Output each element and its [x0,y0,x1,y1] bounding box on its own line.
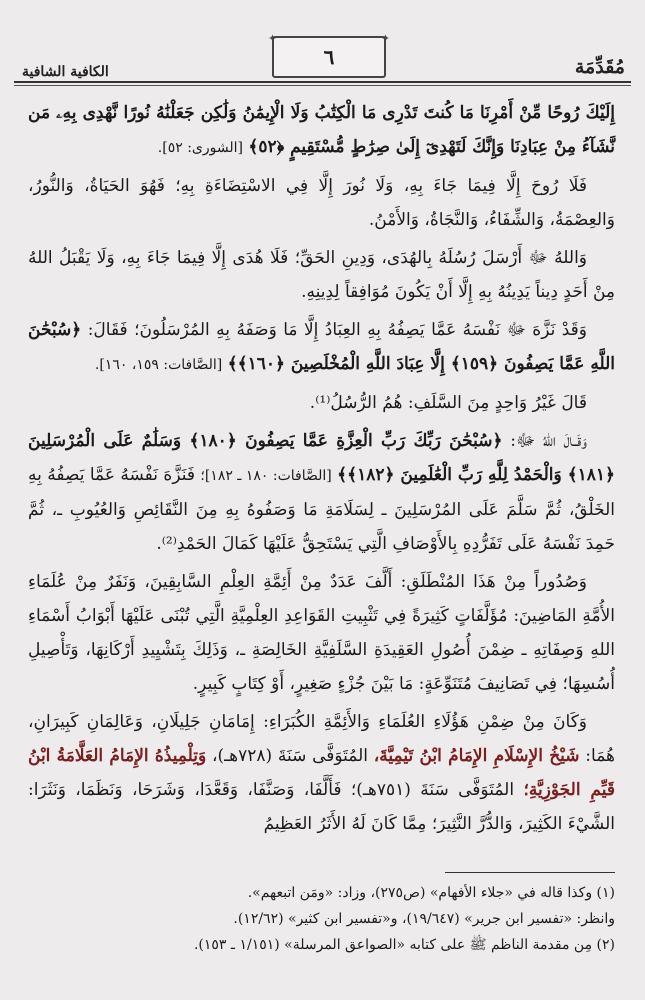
page-number: ٦ [323,45,335,69]
highlighted-name: وَتِلْمِيذُهُ الإِمَامُ العَلَّامَةُ ابْنُ قَيِّمِ الجَوْزِيَّةِ؛ [28,746,615,800]
footnote-divider [445,872,615,873]
page-header [14,30,631,82]
book-title: الكافية الشافية [22,64,109,80]
quran-verse: ﴿سُبْحَٰنَ رَبِّكَ رَبِّ الْعِزَّةِ عَمَّا يَصِفُونَ ﴿١٨٠﴾ وَسَلَٰمٌ عَلَى الْمُرْسَلِينَ ﴿١٨١﴾ وَالْحَمْدُ لِلَّهِ رَبِّ الْعَٰلَمِينَ ﴿١٨٢﴾﴾ [28,431,615,485]
header-divider-thin [14,85,631,86]
paragraph-text: وَكَانَ مِنْ ضِمْنِ هَؤُلَاءِ العُلَمَاءِ وَالأَئِمَّةِ الكُبَرَاءِ: إِمَامَانِ جَلِيلَانِ، وَعَالِمَانِ كَبِيرَانِ، هُمَا: [28,712,615,766]
paragraph-1 [28,96,615,165]
paragraph-text: وَقَدْ نَزَّهَ ﷻ نَفْسَهُ عَمَّا يَصِفُهُ بِهِ العِبَادُ إِلَّا مَا وَصَفَهُ بِهِ المُرْسَلُونَ؛ فَقَالَ: [87,320,588,340]
verse-reference: [الصَّافات: ١٨٠ ـ ١٨٢]؛ [200,468,332,484]
main-text [28,96,615,845]
paragraph-text: المُتَوَفَّى سَنَةَ (٧٥١هـ)؛ فَأَلَّفَا، وَصَنَّفَا، وَقَعَّدَا، وَشَرَحَا، وَنَظَمَا، وَنَثَرَا: الشَّيْءَ الكَثِيرَ، وَالدُّرَّ النَّثِيرَ؛ مِمَّا كَانَ لَهُ الأَثَرُ العَظِيمُ [28,780,615,834]
highlighted-name: شَيْخُ الإِسْلَامِ الإِمَامُ ابْنُ تَيْمِيَّةَ، [373,746,580,766]
footnotes [28,880,615,958]
paragraph-2: فَلَا رُوحَ إِلَّا فِيمَا جَاءَ بِهِ، وَلَا نُورَ إِلَّا فِي الاسْتِضَاءَةِ بِهِ؛ فَهُوَ الحَيَاةُ، وَالنُّورُ، وَالعِصْمَةُ، وَالشِّفَاءُ، وَالنَّجَاةُ، وَالأَمْنُ. [28,176,615,230]
paragraph-5: قَالَ غَيْرُ وَاحِدٍ مِنَ السَّلَفِ: هُمُ الرُّسُلُ⁽¹⁾. [309,393,587,413]
paragraph-4 [28,313,615,382]
paragraph-text: وَقَــالَ اللهُ ﷻ: [510,431,587,451]
footnote-1: (١) وكذا قاله في «جلاء الأفهام» (ص٢٧٥)، وزاد: «ومَن اتبعهم». [247,885,615,901]
page-number-frame [268,32,390,78]
verse-reference: [الصَّافات: ١٥٩، ١٦٠]. [94,357,223,373]
ornament-icon: ✦ [268,32,278,45]
paragraph-text: المُتَوَفَّى سَنَةَ (٧٢٨هـ)، [211,746,369,766]
verse-reference: [الشورى: ٥٢]. [157,140,243,156]
header-divider [14,81,631,83]
ornament-icon: ✦ [380,32,390,45]
paragraph-8 [28,705,615,841]
paragraph-6 [28,424,615,561]
footnote-1-continued: وانظر: «تفسير ابن جرير» (١٩/٦٤٧)، و«تفسير ابن كثير» (١٢/٦٢). [233,911,615,927]
quran-verse: إِلَيْكَ رُوحًا مِّنْ أَمْرِنَا مَا كُنتَ تَدْرِى مَا الْكِتَٰبُ وَلَا الْإِيمَٰنُ وَلَٰكِن جَعَلْنَٰهُ نُورًا نَّهْدِى بِهِۦ مَن نَّشَآءُ مِنْ عِبَادِنَا وَإِنَّكَ لَتَهْدِىٓ إِلَىٰ صِرَٰطٍ مُّسْتَقِيمٍ ﴿٥٢﴾ [28,103,615,157]
paragraph-3: وَاللهُ ﷻ أَرْسَلَ رُسُلَهُ بِالهُدَى، وَدِينِ الحَقِّ؛ فَلَا هُدَى إِلَّا فِيمَا جَاءَ بِهِ، وَلَا يَقْبَلُ اللهُ مِنْ أَحَدٍ دِيناً يَدِينُهُ بِهِ إِلَّا أَنْ يَكُونَ مُوَافِقاً لِدِينِهِ. [28,248,615,302]
section-title: مُقَدِّمَة [574,56,625,78]
paragraph-7: وَصُدُوراً مِنْ هَذَا المُنْطَلَقِ: أَلَّفَ عَدَدٌ مِنْ أَئِمَّةِ العِلْمِ السَّابِقِينَ، وَنَفَرٌ مِنْ عُلَمَاءِ الأُمَّةِ المَاضِينَ: مُؤَلَّفَاتٍ كَثِيرَةً فِي تَثْبِيتِ القَوَاعِدِ العِلْمِيَّةِ الَّتِي تُبْنَى عَلَيْهَا أَبْوَابُ أَسْمَاءِ اللهِ وَصِفَاتِهِ ـ ضِمْنَ أُصُولِ العَقِيدَةِ السَّلَفِيَّةِ الخَالِصَةِ ـ، وَذَلِكَ بِتَشْيِيدِ أَرْكَانِهَا، وَتَأْصِيلِ أُسُسِهَا؛ فِي تَصَانِيفَ مُتَنَوِّعَةٍ: مَا بَيْنَ جُزْءٍ صَغِيرٍ، أَوْ كِتَابٍ كَبِيرٍ. [28,572,615,694]
paragraph-text: فَنَزَّهَ نَفْسَهُ عَمَّا يَصِفُهُ بِهِ الخَلْقُ، ثُمَّ سَلَّمَ عَلَى المُرْسَلِينَ ـ لِسَلَامَةِ مَا وَصَفُوهُ بِهِ مِنَ النَّقَائِصِ وَالعُيُوبِ ـ، ثُمَّ حَمِدَ نَفْسَهُ عَلَى تَفَرُّدِهِ بِالأَوْصَافِ الَّتِي يَسْتَحِقُّ عَلَيْهَا كَمَالَ الحَمْدِ⁽²⁾. [28,465,615,554]
footnote-2: (٢) مِن مقدمة الناظم ﷺ على كتابه «الصواعق المرسلة» (١/١٥١ ـ ١٥٣). [193,937,615,953]
quran-verse: ﴿سُبْحَٰنَ اللَّهِ عَمَّا يَصِفُونَ ﴿١٥٩﴾ إِلَّا عِبَادَ اللَّهِ الْمُخْلَصِينَ ﴿١٦٠﴾﴾ [28,320,615,374]
